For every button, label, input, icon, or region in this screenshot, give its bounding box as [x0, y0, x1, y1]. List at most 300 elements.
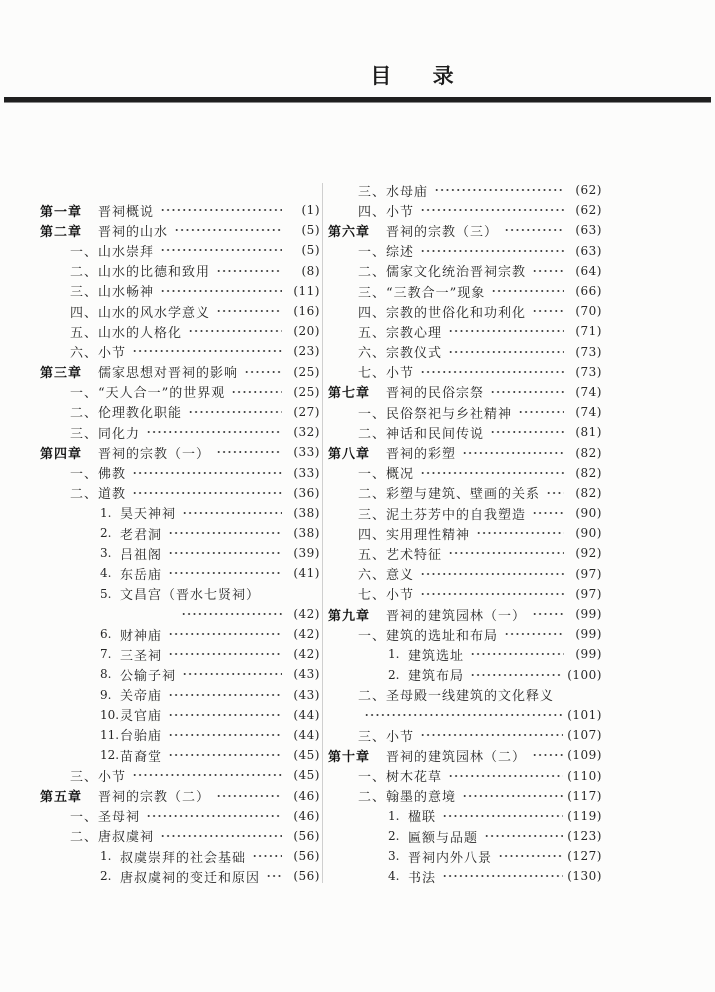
toc-section-entry[interactable]: [328, 261, 602, 281]
dot-leader: [498, 852, 563, 860]
chapter-number: 第七章: [328, 386, 371, 402]
toc-section-entry[interactable]: [40, 301, 320, 321]
page-number: (36): [293, 485, 320, 500]
subitem-number: 6.: [100, 627, 112, 642]
dot-leader: [448, 348, 564, 356]
toc-section-entry[interactable]: [40, 261, 320, 281]
dot-leader: [442, 812, 563, 820]
toc-subitem-entry[interactable]: [40, 563, 320, 583]
section-title: 二、道教: [70, 487, 127, 503]
section-title: 五、山水的人格化: [70, 325, 183, 341]
chapter-title: 晋祠的建筑园林（一）: [386, 608, 527, 624]
section-title: 四、山水的风水学意义: [70, 305, 211, 321]
chapter-title: 晋祠的彩塑: [386, 447, 457, 463]
subitem-number: 1.: [100, 505, 112, 520]
page-number: (38): [293, 505, 320, 520]
subitem-number: 3.: [100, 546, 112, 561]
chapter-number: 第八章: [328, 447, 371, 463]
toc-section-entry[interactable]: [328, 624, 602, 644]
toc-section-entry[interactable]: [328, 584, 602, 604]
dot-leader: [442, 872, 563, 880]
toc-right-column: [328, 180, 602, 887]
toc-subitem-entry[interactable]: [328, 644, 602, 664]
chapter-number: 第一章: [40, 204, 83, 220]
page-number: (117): [567, 788, 602, 803]
subitem-title: 晋祠内外八景: [408, 850, 493, 866]
page-number: (101): [567, 707, 602, 722]
toc-section-entry[interactable]: [328, 483, 602, 503]
dot-leader: [244, 368, 282, 376]
toc-section-entry[interactable]: [40, 422, 320, 442]
section-title: 一、圣母祠: [70, 810, 141, 826]
section-title: 六、宗教仪式: [358, 346, 443, 362]
page-number: (5): [301, 243, 320, 258]
toc-continuation-line[interactable]: [328, 705, 602, 725]
toc-section-entry[interactable]: [328, 503, 602, 523]
subitem-number: 2.: [388, 667, 400, 682]
dot-leader: [462, 449, 564, 457]
dot-leader: [168, 751, 282, 759]
page-number: (1): [301, 203, 320, 218]
section-title: 三、小节: [358, 729, 415, 745]
toc-section-entry[interactable]: [328, 281, 602, 301]
subitem-title: 三圣祠: [120, 648, 163, 664]
page-number: (90): [575, 526, 602, 541]
toc-subitem-entry[interactable]: [40, 624, 320, 644]
toc-section-entry[interactable]: [40, 483, 320, 503]
chapter-number: 第四章: [40, 446, 83, 462]
toc-subitem-entry[interactable]: [328, 846, 602, 866]
page-number: (82): [575, 445, 602, 460]
subitem-title: 公输子祠: [120, 668, 177, 684]
page-number: (25): [293, 384, 320, 399]
section-title: 三、山水畅神: [70, 285, 155, 301]
dot-leader: [168, 549, 282, 557]
page-number: (123): [567, 829, 602, 844]
toc-section-entry[interactable]: [328, 342, 602, 362]
subitem-number: 2.: [100, 869, 112, 884]
subitem-title: 文昌宫（晋水七贤祠）: [120, 588, 261, 604]
section-title: 二、圣母殿一线建筑的文化释义: [358, 689, 555, 705]
dot-leader: [168, 569, 282, 577]
section-title: 六、意义: [358, 568, 415, 584]
chapter-number: 第五章: [40, 790, 83, 806]
dot-leader: [490, 388, 564, 396]
page-number: (27): [293, 404, 320, 419]
page-number: (45): [293, 768, 320, 783]
page-number: (97): [575, 586, 602, 601]
section-title: 四、实用理性精神: [358, 527, 471, 543]
toc-subitem-entry[interactable]: [40, 705, 320, 725]
chapter-number: 第三章: [40, 366, 83, 382]
chapter-title: 晋祠的宗教（三）: [386, 224, 499, 240]
page-number: (62): [575, 203, 602, 218]
dot-leader: [364, 711, 563, 719]
toc-chapter-entry[interactable]: [40, 220, 320, 240]
section-title: 一、树木花草: [358, 770, 443, 786]
page-number: (73): [575, 344, 602, 359]
page-number: (90): [575, 506, 602, 521]
subitem-number: 11.: [100, 727, 120, 742]
section-title: 二、山水的比德和致用: [70, 265, 211, 281]
toc-section-entry[interactable]: [328, 180, 602, 200]
subitem-number: 4.: [100, 566, 112, 581]
toc-chapter-entry[interactable]: [40, 200, 320, 220]
subitem-title: 叔虞崇拜的社会基础: [120, 850, 247, 866]
dot-leader: [216, 792, 282, 800]
subitem-title: 匾额与品题: [408, 830, 479, 846]
dot-leader: [168, 650, 282, 658]
page-number: (63): [575, 243, 602, 258]
toc-continuation-line[interactable]: [40, 604, 320, 624]
dot-leader: [532, 509, 564, 517]
dot-leader: [132, 347, 282, 355]
toc-section-entry[interactable]: [328, 463, 602, 483]
toc-subitem-entry[interactable]: [40, 685, 320, 705]
page-number: (107): [567, 728, 602, 743]
page-number: (130): [567, 869, 602, 884]
dot-leader: [434, 186, 564, 194]
page-number: (62): [575, 183, 602, 198]
chapter-title: 晋祠的宗教（一）: [98, 446, 211, 462]
toc-subitem-entry[interactable]: [40, 543, 320, 563]
section-title: 二、神话和民间传说: [358, 426, 485, 442]
page-number: (46): [293, 788, 320, 803]
toc-subitem-entry[interactable]: [328, 806, 602, 826]
page-number: (42): [293, 606, 320, 621]
dot-leader: [181, 610, 282, 618]
dot-leader: [182, 670, 282, 678]
page-number: (82): [575, 465, 602, 480]
section-title: 一、民俗祭祀与乡社精神: [358, 406, 513, 422]
toc-subitem-entry[interactable]: [40, 846, 320, 866]
toc-section-entry[interactable]: [328, 321, 602, 341]
subitem-title: 财神庙: [120, 628, 163, 644]
dot-leader: [168, 711, 282, 719]
dot-leader: [160, 206, 282, 214]
subitem-title: 建筑选址: [408, 648, 465, 664]
dot-leader: [491, 287, 564, 295]
dot-leader: [490, 428, 564, 436]
subitem-number: 2.: [388, 829, 400, 844]
dot-leader: [462, 792, 563, 800]
dot-leader: [420, 469, 564, 477]
dot-leader: [132, 489, 282, 497]
dot-leader: [420, 590, 564, 598]
subitem-number: 10.: [100, 707, 120, 722]
dot-leader: [476, 529, 564, 537]
subitem-number: 3.: [388, 849, 400, 864]
dot-leader: [470, 650, 564, 658]
section-title: 五、宗教心理: [358, 325, 443, 341]
subitem-title: 唐叔虞祠的变迁和原因: [120, 870, 261, 886]
toc-subitem-entry[interactable]: [40, 866, 320, 886]
page-number: (99): [575, 607, 602, 622]
dot-leader: [216, 267, 282, 275]
page-number: (44): [293, 727, 320, 742]
dot-leader: [168, 691, 282, 699]
dot-leader: [420, 206, 564, 214]
toc-left-column: [40, 200, 320, 886]
dot-leader: [168, 529, 282, 537]
dot-leader: [532, 267, 564, 275]
dot-leader: [146, 428, 282, 436]
dot-leader: [266, 872, 282, 880]
toc-section-entry[interactable]: [328, 362, 602, 382]
page-number: (74): [575, 384, 602, 399]
page-number: (81): [575, 425, 602, 440]
toc-chapter-entry[interactable]: [328, 220, 602, 240]
dot-leader: [160, 832, 282, 840]
chapter-number: 第九章: [328, 608, 371, 624]
dot-leader: [420, 570, 564, 578]
section-title: 二、彩塑与建筑、壁画的关系: [358, 487, 541, 503]
dot-leader: [168, 630, 282, 638]
subitem-number: 4.: [388, 869, 400, 884]
toc-section-entry[interactable]: [40, 382, 320, 402]
dot-leader: [160, 287, 282, 295]
chapter-title: 晋祠的宗教（二）: [98, 790, 211, 806]
page-number: (45): [293, 748, 320, 763]
dot-leader: [504, 630, 564, 638]
subitem-number: 8.: [100, 667, 112, 682]
subitem-title: 昊天神祠: [120, 507, 177, 523]
page-number: (20): [293, 324, 320, 339]
dot-leader: [188, 408, 282, 416]
toc-section-entry[interactable]: [328, 564, 602, 584]
dot-leader: [420, 368, 564, 376]
page-number: (97): [575, 566, 602, 581]
toc-chapter-entry[interactable]: [328, 604, 602, 624]
page-number: (33): [293, 465, 320, 480]
subitem-title: 关帝庙: [120, 689, 163, 705]
column-divider: [322, 183, 323, 883]
toc-subitem-entry[interactable]: [40, 523, 320, 543]
chapter-number: 第六章: [328, 224, 371, 240]
dot-leader: [532, 307, 564, 315]
section-title: 一、“天人合一”的世界观: [70, 386, 226, 402]
toc-section-entry[interactable]: [40, 240, 320, 260]
toc-section-entry[interactable]: [40, 826, 320, 846]
page-number: (99): [575, 647, 602, 662]
toc-section-entry[interactable]: [328, 523, 602, 543]
subitem-number: 9.: [100, 687, 112, 702]
dot-leader: [182, 509, 282, 517]
toc-subitem-entry[interactable]: [40, 644, 320, 664]
title-rule-shadow: [4, 102, 711, 103]
dot-leader: [420, 731, 563, 739]
page-number: (110): [567, 768, 602, 783]
chapter-title: 儒家思想对晋祠的影响: [98, 366, 239, 382]
page-number: (109): [567, 748, 602, 763]
toc-chapter-entry[interactable]: [40, 785, 320, 805]
subitem-title: 老君洞: [120, 527, 163, 543]
section-title: 三、泥土芬芳中的自我塑造: [358, 507, 527, 523]
chapter-title: 晋祠的建筑园林（二）: [386, 749, 527, 765]
page-number: (71): [575, 324, 602, 339]
section-title: 二、伦理教化职能: [70, 406, 183, 422]
page-number: (25): [293, 364, 320, 379]
page-number: (33): [293, 445, 320, 460]
page-number: (41): [293, 566, 320, 581]
chapter-title: 晋祠的山水: [98, 224, 169, 240]
dot-leader: [484, 832, 563, 840]
toc-subitem-entry[interactable]: [40, 503, 320, 523]
toc-section-entry[interactable]: [328, 422, 602, 442]
page-number: (56): [293, 828, 320, 843]
subitem-title: 吕祖阁: [120, 547, 163, 563]
dot-leader: [420, 247, 564, 255]
page-number: (66): [575, 284, 602, 299]
toc-section-entry[interactable]: [328, 200, 602, 220]
subitem-title: 台骀庙: [120, 729, 163, 745]
toc-section-entry[interactable]: [40, 321, 320, 341]
section-title: 五、艺术特征: [358, 547, 443, 563]
toc-section-entry[interactable]: [40, 341, 320, 361]
page-number: (43): [293, 667, 320, 682]
page-number: (119): [567, 808, 602, 823]
subitem-number: 12.: [100, 748, 120, 763]
chapter-title: 晋祠概说: [98, 204, 155, 220]
chapter-title: 晋祠的民俗宗祭: [386, 386, 485, 402]
section-title: 三、水母庙: [358, 184, 429, 200]
section-title: 三、小节: [70, 769, 127, 785]
dot-leader: [132, 771, 282, 779]
page-number: (46): [293, 808, 320, 823]
section-title: 七、小节: [358, 588, 415, 604]
dot-leader: [448, 549, 564, 557]
page-number: (56): [293, 849, 320, 864]
toc-subitem-entry[interactable]: [328, 866, 602, 886]
page-number: (73): [575, 364, 602, 379]
subitem-number: 2.: [100, 526, 112, 541]
section-title: 三、“三教合一”现象: [358, 285, 486, 301]
subitem-number: 1.: [100, 849, 112, 864]
toc-section-entry[interactable]: [40, 462, 320, 482]
page-number: (38): [293, 526, 320, 541]
page-number: (99): [575, 627, 602, 642]
toc-section-entry[interactable]: [40, 281, 320, 301]
toc-section-entry[interactable]: [40, 765, 320, 785]
section-title: 三、同化力: [70, 426, 141, 442]
dot-leader: [504, 226, 564, 234]
dot-leader: [532, 751, 563, 759]
page-number: (44): [293, 707, 320, 722]
page-number: (92): [575, 546, 602, 561]
toc-subitem-entry[interactable]: [328, 826, 602, 846]
page-title: 目 录: [370, 63, 454, 88]
page-number: (82): [575, 485, 602, 500]
section-title: 二、儒家文化统治晋祠宗教: [358, 265, 527, 281]
page-number: (16): [293, 304, 320, 319]
toc-chapter-entry[interactable]: [328, 745, 602, 765]
subitem-number: 7.: [100, 647, 112, 662]
toc-chapter-entry[interactable]: [328, 442, 602, 462]
page-number: (8): [301, 263, 320, 278]
chapter-number: 第二章: [40, 224, 83, 240]
toc-chapter-entry[interactable]: [328, 382, 602, 402]
toc-subitem-entry[interactable]: [328, 665, 602, 685]
toc-section-entry[interactable]: [328, 402, 602, 422]
section-title: 四、小节: [358, 204, 415, 220]
toc-subitem-entry[interactable]: [40, 584, 320, 604]
page-number: (74): [575, 405, 602, 420]
toc-section-entry[interactable]: [328, 301, 602, 321]
toc-section-entry[interactable]: [328, 685, 602, 705]
dot-leader: [448, 772, 563, 780]
section-title: 二、唐叔虞祠: [70, 830, 155, 846]
toc-section-entry[interactable]: [328, 241, 602, 261]
toc-section-entry[interactable]: [40, 806, 320, 826]
section-title: 四、宗教的世俗化和功利化: [358, 305, 527, 321]
toc-section-entry[interactable]: [328, 543, 602, 563]
dot-leader: [216, 307, 282, 315]
toc-subitem-entry[interactable]: [40, 745, 320, 765]
section-title: 一、综述: [358, 245, 415, 261]
subitem-title: 建筑布局: [408, 669, 465, 685]
dot-leader: [188, 327, 282, 335]
dot-leader: [132, 469, 282, 477]
page-number: (56): [293, 869, 320, 884]
toc-section-entry[interactable]: [328, 765, 602, 785]
toc-subitem-entry[interactable]: [40, 664, 320, 684]
page-number: (23): [293, 344, 320, 359]
toc-section-entry[interactable]: [328, 725, 602, 745]
page-number: (5): [301, 223, 320, 238]
dot-leader: [546, 489, 564, 497]
dot-leader: [216, 448, 282, 456]
toc-section-entry[interactable]: [328, 786, 602, 806]
subitem-title: 苗裔堂: [120, 749, 163, 765]
dot-leader: [470, 671, 563, 679]
section-title: 二、翰墨的意境: [358, 790, 457, 806]
page-number: (70): [575, 304, 602, 319]
subitem-number: 5.: [100, 586, 112, 601]
section-title: 一、建筑的选址和布局: [358, 628, 499, 644]
toc-chapter-entry[interactable]: [40, 442, 320, 462]
section-title: 一、佛教: [70, 467, 127, 483]
page-number: (32): [293, 425, 320, 440]
page-number: (39): [293, 546, 320, 561]
page-number: (11): [293, 283, 320, 298]
subitem-title: 灵官庙: [120, 709, 163, 725]
toc-chapter-entry[interactable]: [40, 362, 320, 382]
page-number: (127): [567, 849, 602, 864]
dot-leader: [231, 388, 282, 396]
dot-leader: [448, 327, 564, 335]
section-title: 一、山水崇拜: [70, 244, 155, 260]
toc-subitem-entry[interactable]: [40, 725, 320, 745]
page-number: (63): [575, 223, 602, 238]
subitem-number: 1.: [388, 808, 400, 823]
page-number: (42): [293, 627, 320, 642]
dot-leader: [174, 226, 282, 234]
section-title: 七、小节: [358, 366, 415, 382]
chapter-number: 第十章: [328, 749, 371, 765]
toc-section-entry[interactable]: [40, 402, 320, 422]
subitem-title: 楹联: [408, 810, 437, 826]
page-number: (42): [293, 647, 320, 662]
subitem-number: 1.: [388, 647, 400, 662]
section-title: 六、小节: [70, 345, 127, 361]
dot-leader: [160, 246, 282, 254]
dot-leader: [518, 408, 564, 416]
page-number: (100): [567, 667, 602, 682]
subitem-title: 东岳庙: [120, 567, 163, 583]
dot-leader: [532, 610, 564, 618]
subitem-title: 书法: [408, 870, 437, 886]
section-title: 一、概况: [358, 467, 415, 483]
